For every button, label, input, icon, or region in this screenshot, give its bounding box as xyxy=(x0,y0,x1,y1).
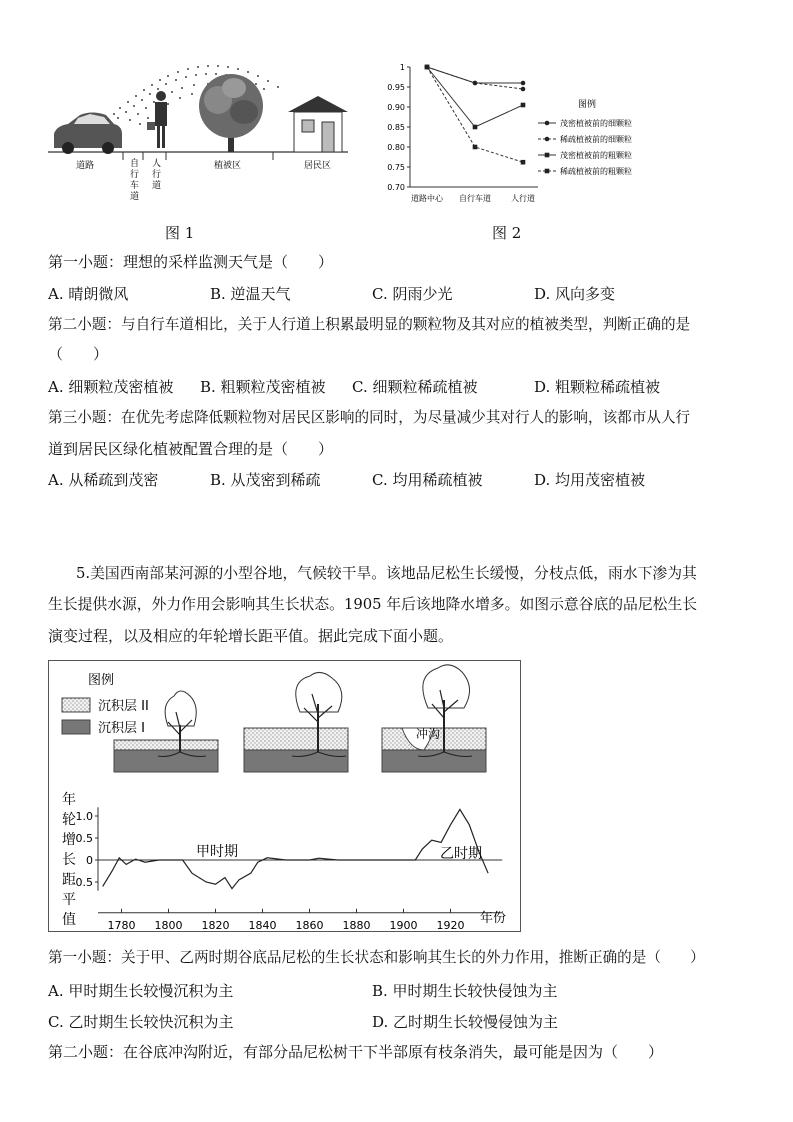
q5-period-a: 甲时期 xyxy=(196,844,238,860)
q5-ytick-label: 0.5 xyxy=(75,832,93,845)
q5-s2-stem: 第二小题：在谷底冲沟附近，有部分品尼松树干下半部原有枝条消失，最可能是因为（ ） xyxy=(48,1043,664,1061)
fig1-label-sidewalk xyxy=(152,157,161,191)
q5-xtick-label: 1860 xyxy=(295,918,324,932)
q4-s3-option-c[interactable]: C. 均用稀疏植被 xyxy=(372,471,483,489)
svg-text:轮: 轮 xyxy=(62,812,76,828)
q4-s2-stem-line1: 第二小题：与自行车道相比，关于人行道上积累最明显的颗粒物及其对应的植被类型，判断正确的是 xyxy=(48,316,691,333)
q4-s2-option-d[interactable]: D. 粗颗粒稀疏植被 xyxy=(534,378,661,396)
q4-s3-stem-line1: 第三小题：在优先考虑降低颗粒物对居民区影响的同时，为尽量减少其对行人的影响，该都市从人行 xyxy=(48,409,691,426)
figure-2-caption: 图 2 xyxy=(492,224,522,242)
fig2-point xyxy=(521,160,526,165)
q5-s1-option-a[interactable]: A. 甲时期生长较慢沉积为主 xyxy=(48,982,234,1000)
q5-legend-title: 图例 xyxy=(88,673,115,688)
q5-xtick-label: 1820 xyxy=(201,918,230,932)
svg-text:增: 增 xyxy=(62,832,76,848)
q4-s3-option-a[interactable]: A. 从稀疏到茂密 xyxy=(48,471,159,489)
q5-period-b: 乙时期 xyxy=(440,846,482,862)
q5-legend-swatch-layer2 xyxy=(62,698,90,712)
svg-text:道: 道 xyxy=(152,181,162,191)
fig2-ytick-label: 0.85 xyxy=(387,123,405,132)
fig2-legend-label: 茂密植被前的细颗粒 xyxy=(560,119,632,128)
fig2-ytick-label: 0.70 xyxy=(387,183,405,192)
q5-legend-layer1: 沉积层 I xyxy=(98,721,145,736)
q5-xtick-label: 1880 xyxy=(342,918,371,932)
svg-text:行: 行 xyxy=(152,170,162,180)
pedestrian-icon xyxy=(147,91,167,148)
q5-intro-line1: 5.美国西南部某河源的小型谷地，气候较干旱。该地品尼松生长缓慢，分枝点低，雨水下渗为其 xyxy=(76,565,697,582)
svg-text:平: 平 xyxy=(62,892,76,908)
q5-ylabel xyxy=(62,791,76,928)
fig2-legend-label: 稀疏植被前的细颗粒 xyxy=(560,135,632,144)
q5-xtick-label: 1900 xyxy=(389,918,418,932)
q4-s2-stem-line2: （ ） xyxy=(48,345,109,363)
svg-text:道: 道 xyxy=(130,192,140,202)
q5-figure xyxy=(48,660,521,932)
fig2-legend-marker xyxy=(545,153,550,158)
q4-s1-stem: 第一小题：理想的采样监测天气是（ ） xyxy=(48,253,334,271)
q4-s2-option-c[interactable]: C. 细颗粒稀疏植被 xyxy=(352,378,478,396)
fig2-xtick-label: 道路中心 xyxy=(411,194,443,203)
q4-s1-option-a[interactable]: A. 晴朗微风 xyxy=(48,285,129,303)
q5-s1-stem: 第一小题：关于甲、乙两时期谷底品尼松的生长状态和影响其生长的外力作用，推断正确的是（ ） xyxy=(48,949,705,966)
q5-s1-option-c[interactable]: C. 乙时期生长较快沉积为主 xyxy=(48,1013,234,1031)
q5-gully-label: 冲沟 xyxy=(416,727,441,741)
q4-s2-option-b[interactable]: B. 粗颗粒茂密植被 xyxy=(200,378,326,396)
q5-intro-line2: 生长提供水源，外力作用会影响其生长状态。1905 年后该地降水增多。如图示意谷底的品尼松生长 xyxy=(48,596,698,613)
svg-text:行: 行 xyxy=(130,170,140,180)
fig2-point xyxy=(425,65,430,70)
figure-1 xyxy=(48,60,348,210)
figure-2-chart xyxy=(378,55,678,210)
q4-s1-option-d[interactable]: D. 风向多变 xyxy=(534,285,616,303)
fig2-ytick-label: 0.95 xyxy=(387,83,405,92)
q4-s3-stem-line2: 道到居民区绿化植被配置合理的是（ ） xyxy=(48,440,334,458)
fig2-ytick-label: 0.80 xyxy=(387,143,405,152)
q4-s3-option-b[interactable]: B. 从茂密到稀疏 xyxy=(210,471,321,489)
svg-text:长: 长 xyxy=(62,852,76,868)
q4-s1-option-c[interactable]: C. 阴雨少光 xyxy=(372,285,453,303)
fig1-label-bikelane xyxy=(130,157,139,202)
fig2-point xyxy=(521,103,526,108)
svg-text:车: 车 xyxy=(130,181,140,191)
fig2-ytick-label: 1 xyxy=(399,63,405,72)
fig2-point xyxy=(521,81,526,86)
q5-s1-option-d[interactable]: D. 乙时期生长较慢侵蚀为主 xyxy=(372,1013,559,1031)
fig2-point xyxy=(473,145,478,150)
fig2-legend-title: 图例 xyxy=(578,100,597,110)
q5-intro-line3: 演变过程，以及相应的年轮增长距平值。据此完成下面小题。 xyxy=(48,627,454,645)
fig2-legend-marker xyxy=(545,169,550,174)
fig2-point xyxy=(473,125,478,130)
tree-icon xyxy=(199,74,263,152)
fig1-label-residential: 居民区 xyxy=(304,161,332,171)
q5-s1-option-b[interactable]: B. 甲时期生长较快侵蚀为主 xyxy=(372,982,558,1000)
fig2-series-line xyxy=(427,67,523,83)
q5-ytick-label: 0 xyxy=(86,854,93,867)
q5-xtick-label: 1780 xyxy=(107,918,136,932)
fig2-xtick-label: 自行车道 xyxy=(459,194,491,203)
svg-text:距: 距 xyxy=(62,872,76,888)
fig2-point xyxy=(473,81,478,86)
fig2-legend-label: 茂密植被前的粗颗粒 xyxy=(560,151,632,160)
q5-xtick-label: 1800 xyxy=(154,918,183,932)
svg-text:人: 人 xyxy=(152,159,162,169)
fig1-label-vegetation: 植被区 xyxy=(214,161,242,171)
q5-xtick-label: 1920 xyxy=(436,918,465,932)
svg-text:值: 值 xyxy=(62,912,76,928)
q5-legend-swatch-layer1 xyxy=(62,720,90,734)
q4-s3-option-d[interactable]: D. 均用茂密植被 xyxy=(534,471,646,489)
fig2-series-line xyxy=(427,67,523,127)
svg-text:年: 年 xyxy=(62,792,76,808)
q5-ytick-label: -0.5 xyxy=(71,876,93,889)
fig2-legend-label: 稀疏植被前的粗颗粒 xyxy=(560,167,632,176)
figure-1-caption: 图 1 xyxy=(165,224,195,242)
fig2-ytick-label: 0.90 xyxy=(387,103,405,112)
fig2-legend-marker xyxy=(545,121,550,126)
q5-legend-layer2: 沉积层 II xyxy=(98,699,149,714)
q5-xlabel: 年份 xyxy=(480,911,507,926)
q5-xtick-label: 1840 xyxy=(248,918,277,932)
fig1-label-road: 道路 xyxy=(76,161,95,171)
house-icon xyxy=(288,96,348,152)
q4-s2-option-a[interactable]: A. 细颗粒茂密植被 xyxy=(48,378,174,396)
q5-ytick-label: 1.0 xyxy=(75,810,93,823)
fig2-point xyxy=(521,87,526,92)
q4-s1-option-b[interactable]: B. 逆温天气 xyxy=(210,285,291,303)
fig2-xtick-label: 人行道 xyxy=(511,194,535,203)
fig2-ytick-label: 0.75 xyxy=(387,163,405,172)
fig2-legend-marker xyxy=(545,137,550,142)
svg-text:自: 自 xyxy=(130,159,140,169)
car-icon xyxy=(54,113,122,155)
